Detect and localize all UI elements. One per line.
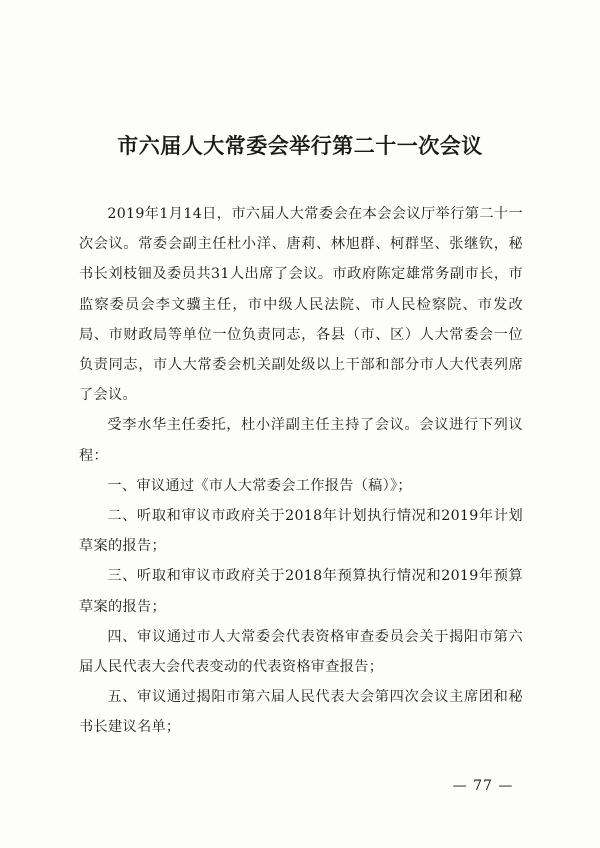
document-body (79, 199, 523, 743)
paragraph-agenda-intro: 受李水华主任委托，杜小洋副主任主持了会议。会议进行下列议程： (79, 417, 523, 464)
agenda-item-4: 四、审议通过市人大常委会代表资格审查委员会关于揭阳市第六届人民代表大会代表变动的代表资格审查报告； (79, 628, 523, 676)
agenda-item-2: 二、听取和审议市政府关于2018年计划执行情况和2019年计划草案的报告； (79, 508, 523, 555)
agenda-item-5: 五、审议通过揭阳市第六届人民代表大会第四次会议主席团和秘书长建议名单； (79, 689, 523, 736)
paragraph-meeting-overview: 2019年1月14日，市六届人大常委会在本会会议厅举行第二十一次会议。常委会副主任杜小洋、唐莉、林旭群、柯群坚、张继钦，秘书长刘枝钿及委员共31人出席了会议。市政府陈定雄常务副市长，市监察委员会李文骥主任，市中级人民法院、市人民检察院、市发改局、市财政局等单位一位负责同志，各县（市、区）人大常委会一位负责同志，市人大常委会机关副处级以上干部和部分市人大代表列席了会议。 (79, 206, 523, 404)
page-title: 市六届人大常委会举行第二十一次会议 (117, 133, 483, 158)
agenda-item-3: 三、听取和审议市政府关于2018年预算执行情况和2019年预算草案的报告； (79, 568, 523, 615)
page-number: — 77 — (452, 778, 514, 794)
agenda-item-1: 一、审议通过《市人大常委会工作报告（稿）》； (107, 477, 412, 494)
